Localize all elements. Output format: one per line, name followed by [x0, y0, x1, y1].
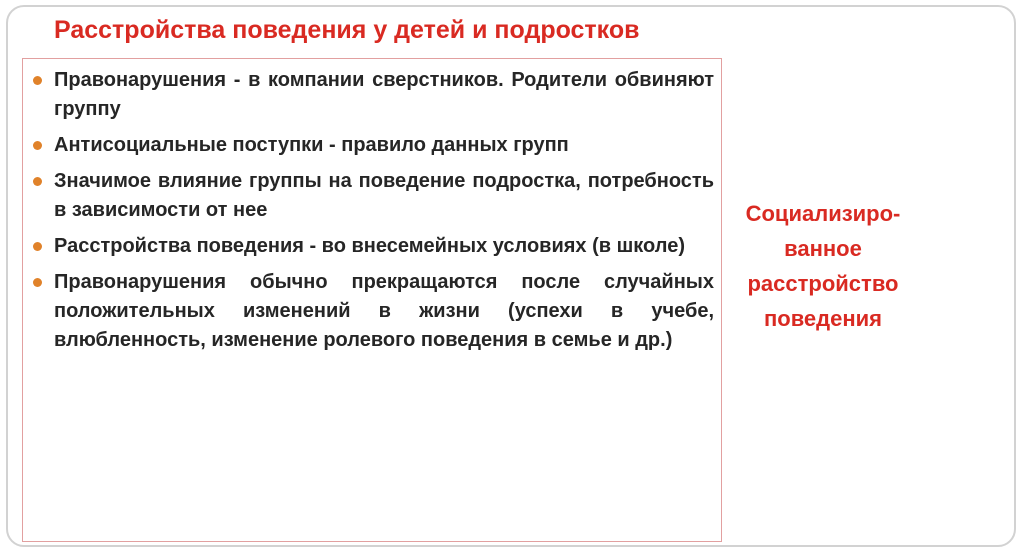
- bullet-item: [30, 268, 714, 355]
- bullet-dot-icon: [33, 177, 42, 186]
- bullet-dot-icon: [33, 278, 42, 287]
- bullet-item: [30, 66, 714, 124]
- side-label: [728, 196, 918, 336]
- side-label-line: расстройство: [747, 271, 899, 296]
- bullet-item: [30, 167, 714, 225]
- side-label-line: Социализиро-: [745, 201, 901, 226]
- bullet-text: Антисоциальные поступки - правило данных групп: [54, 134, 569, 156]
- bullet-dot-icon: [33, 141, 42, 150]
- slide-title: Расстройства поведения у детей и подростков: [54, 16, 640, 44]
- bullet-text: Расстройства поведения - во внесемейных условиях (в школе): [54, 235, 685, 257]
- bullet-dot-icon: [33, 242, 42, 251]
- bullet-item: [30, 232, 714, 261]
- side-label-line: ванное: [784, 236, 862, 261]
- bullet-list: [30, 66, 714, 362]
- bullet-dot-icon: [33, 76, 42, 85]
- bullet-text: Значимое влияние группы на поведение подростка, потребность в зависимости от нее: [54, 170, 714, 221]
- bullet-item: [30, 131, 714, 160]
- side-label-line: поведения: [763, 306, 883, 331]
- bullet-text: Правонарушения обычно прекращаются после случайных положительных изменений в жизни (успехи в учебе, влюбленность, изменение ролевого поведения в семье и др.): [54, 271, 714, 351]
- bullet-text: Правонарушения - в компании сверстников. Родители обвиняют группу: [54, 69, 714, 120]
